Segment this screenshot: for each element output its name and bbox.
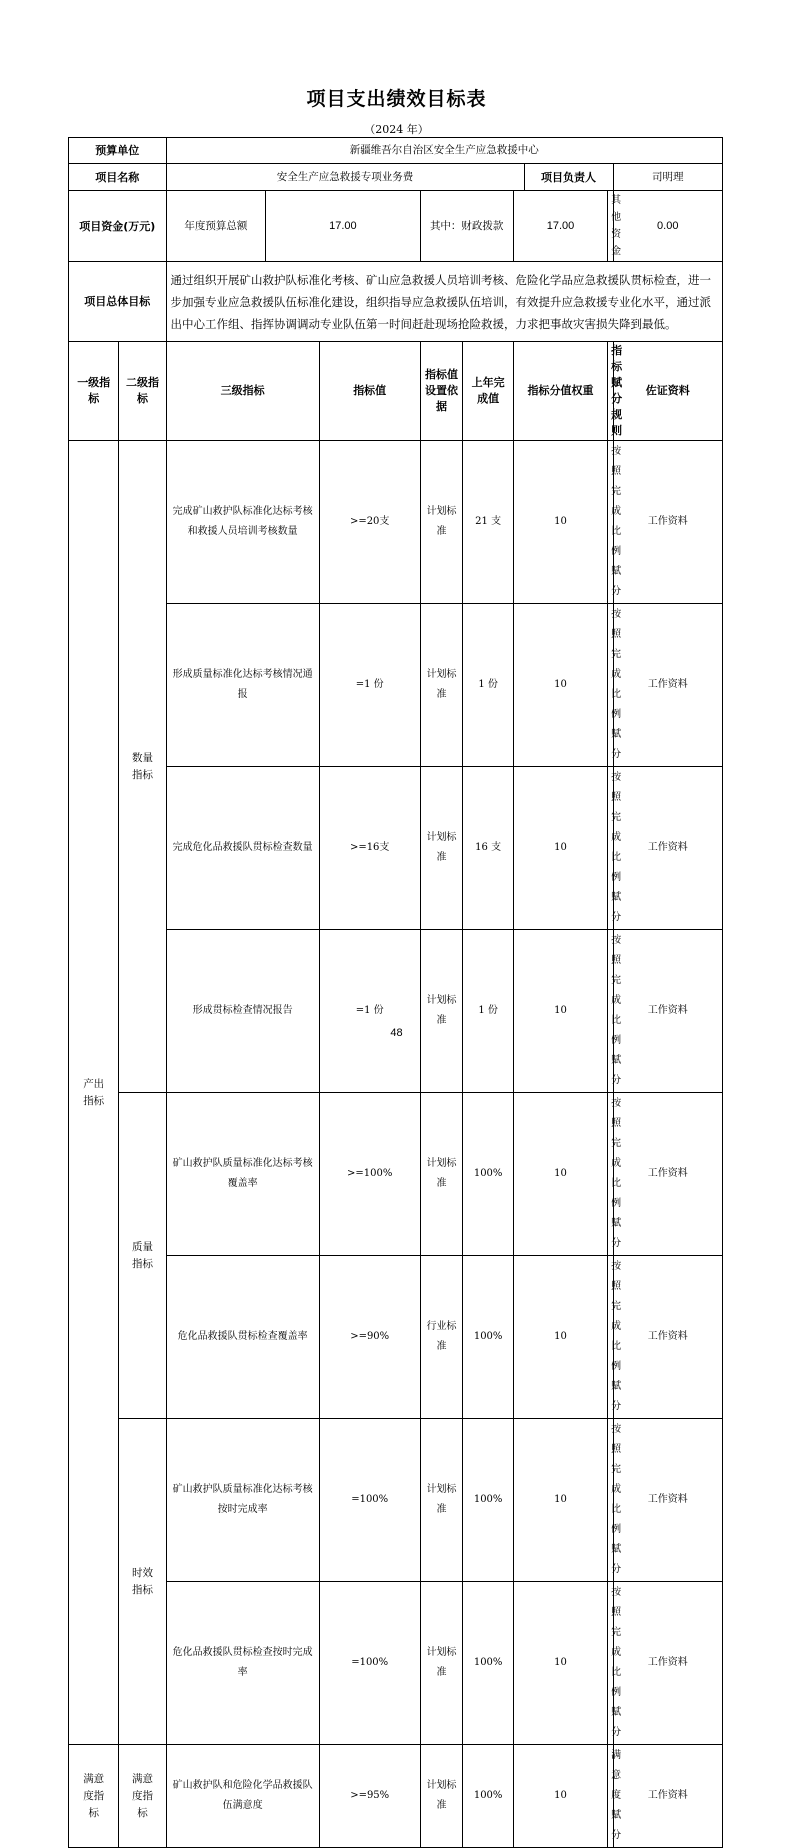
group-quantity: 数量指标 (119, 441, 166, 1093)
header-level2: 二级指标 (119, 342, 166, 441)
indicator-evidence: 工作资料 (613, 1582, 723, 1745)
page-number: 48 (390, 1027, 403, 1039)
overall-goal-label: 项目总体目标 (69, 262, 167, 342)
indicator-weight: 10 (513, 1256, 607, 1419)
indicator-evidence: 工作资料 (613, 767, 723, 930)
indicator-rule: 满意度赋分 (608, 1745, 613, 1848)
other-funds-label: 其他资金 (608, 191, 613, 262)
indicator-name: 形成贯标检查情况报告 (166, 930, 319, 1093)
fiscal-funds-label: 其中：财政拨款 (420, 191, 513, 262)
page-title: 项目支出绩效目标表 (306, 88, 487, 110)
indicator-value: =1 份 (319, 604, 420, 767)
header-rule: 指标赋分规则 (608, 342, 613, 441)
indicator-evidence: 工作资料 (613, 1745, 723, 1848)
header-evidence: 佐证资料 (613, 342, 723, 441)
indicator-last-year: 1 份 (463, 930, 513, 1093)
indicator-basis: 计划标准 (420, 767, 463, 930)
indicator-header-row (69, 342, 723, 441)
table-row (69, 1582, 723, 1745)
indicator-value: >=20支 (319, 441, 420, 604)
project-name-row (69, 164, 723, 191)
indicator-weight: 10 (513, 604, 607, 767)
indicator-value: =100% (319, 1582, 420, 1745)
indicator-basis: 计划标准 (420, 1093, 463, 1256)
indicator-last-year: 100% (463, 1093, 513, 1256)
header-value: 指标值 (319, 342, 420, 441)
indicator-basis: 计划标准 (420, 930, 463, 1093)
indicator-rule: 按照完成比例赋分 (608, 441, 613, 604)
indicator-name: 完成矿山救护队标准化达标考核和救援人员培训考核数量 (166, 441, 319, 604)
indicator-name: 矿山救护队质量标准化达标考核按时完成率 (166, 1419, 319, 1582)
indicator-rule: 按照完成比例赋分 (608, 1093, 613, 1256)
indicator-name: 危化品救援队贯标检查覆盖率 (166, 1256, 319, 1419)
indicator-value: >=95% (319, 1745, 420, 1848)
indicator-evidence: 工作资料 (613, 930, 723, 1093)
indicator-name: 完成危化品救援队贯标检查数量 (166, 767, 319, 930)
header-level3: 三级指标 (166, 342, 319, 441)
table-row (69, 604, 723, 767)
year-label: （2024 年） (364, 123, 429, 136)
table-row (69, 1745, 723, 1848)
group-satisfaction-sub: 满意度指标 (119, 1745, 166, 1848)
funds-label: 项目资金(万元) (69, 191, 167, 262)
indicator-rule: 按照完成比例赋分 (608, 604, 613, 767)
indicator-basis: 计划标准 (420, 441, 463, 604)
table-row (69, 1256, 723, 1419)
indicator-name: 危化品救援队贯标检查按时完成率 (166, 1582, 319, 1745)
indicator-evidence: 工作资料 (613, 1256, 723, 1419)
indicator-evidence: 工作资料 (613, 1419, 723, 1582)
funds-row (69, 191, 723, 262)
budget-unit-label: 预算单位 (69, 138, 167, 164)
indicator-name: 矿山救护队和危险化学品救援队伍满意度 (166, 1745, 319, 1848)
indicator-rule: 按照完成比例赋分 (608, 930, 613, 1093)
annual-budget-label: 年度预算总额 (166, 191, 266, 262)
group-timeliness: 时效指标 (119, 1419, 166, 1745)
table-row (69, 930, 723, 1093)
indicator-last-year: 16 支 (463, 767, 513, 930)
indicator-weight: 10 (513, 441, 607, 604)
indicator-basis: 计划标准 (420, 1419, 463, 1582)
overall-goal-row (69, 262, 723, 342)
project-leader-label: 项目负责人 (524, 164, 613, 191)
indicator-basis: 行业标准 (420, 1256, 463, 1419)
group-output: 产出指标 (69, 441, 119, 1745)
group-quality: 质量指标 (119, 1093, 166, 1419)
budget-unit-row (69, 138, 723, 164)
indicator-last-year: 100% (463, 1419, 513, 1582)
indicator-rule: 按照完成比例赋分 (608, 1419, 613, 1582)
table-row (69, 441, 723, 604)
indicator-value: >=16支 (319, 767, 420, 930)
project-name-value: 安全生产应急救援专项业务费 (166, 164, 524, 191)
indicator-weight: 10 (513, 1093, 607, 1256)
indicator-last-year: 100% (463, 1745, 513, 1848)
indicator-last-year: 100% (463, 1582, 513, 1745)
indicator-value: >=100% (319, 1093, 420, 1256)
indicator-weight: 10 (513, 1745, 607, 1848)
indicator-basis: 计划标准 (420, 1582, 463, 1745)
indicator-last-year: 100% (463, 1256, 513, 1419)
fiscal-funds-value: 17.00 (513, 191, 607, 262)
indicator-evidence: 工作资料 (613, 604, 723, 767)
header-level1: 一级指标 (69, 342, 119, 441)
indicator-value: =1 份 (319, 930, 420, 1093)
indicator-rule: 按照完成比例赋分 (608, 1582, 613, 1745)
header-last-year: 上年完成值 (463, 342, 513, 441)
indicator-rule: 按照完成比例赋分 (608, 1256, 613, 1419)
indicator-basis: 计划标准 (420, 1745, 463, 1848)
budget-unit-value: 新疆维吾尔自治区安全生产应急救援中心 (166, 138, 722, 164)
indicator-evidence: 工作资料 (613, 441, 723, 604)
project-leader-value: 司明理 (613, 164, 723, 191)
indicator-weight: 10 (513, 930, 607, 1093)
other-funds-value: 0.00 (613, 191, 723, 262)
indicator-value: =100% (319, 1419, 420, 1582)
group-satisfaction: 满意度指标 (69, 1745, 119, 1848)
overall-goal-text: 通过组织开展矿山救护队标准化考核、矿山应急救援人员培训考核、危险化学品应急救援队贯标检查，进一步加强专业应急救援队伍标准化建设，组织指导应急救援队伍培训，有效提升应急救援专业化水平，通过派出中心工作组、指挥协调调动专业队伍第一时间赶赴现场抢险救援，力求把事故灾害损失降到最低。 (166, 262, 722, 342)
table-row (69, 1419, 723, 1582)
header-weight: 指标分值权重 (513, 342, 607, 441)
indicator-last-year: 21 支 (463, 441, 513, 604)
indicator-basis: 计划标准 (420, 604, 463, 767)
indicator-name: 形成质量标准化达标考核情况通报 (166, 604, 319, 767)
indicator-name: 矿山救护队质量标准化达标考核覆盖率 (166, 1093, 319, 1256)
project-name-label: 项目名称 (69, 164, 167, 191)
indicator-weight: 10 (513, 767, 607, 930)
table-row (69, 1093, 723, 1256)
table-row (69, 767, 723, 930)
indicator-evidence: 工作资料 (613, 1093, 723, 1256)
performance-target-table (68, 137, 723, 1848)
indicator-rule: 按照完成比例赋分 (608, 767, 613, 930)
indicator-weight: 10 (513, 1419, 607, 1582)
indicator-weight: 10 (513, 1582, 607, 1745)
indicator-last-year: 1 份 (463, 604, 513, 767)
annual-budget-value: 17.00 (266, 191, 420, 262)
header-basis: 指标值设置依据 (420, 342, 463, 441)
indicator-value: >=90% (319, 1256, 420, 1419)
